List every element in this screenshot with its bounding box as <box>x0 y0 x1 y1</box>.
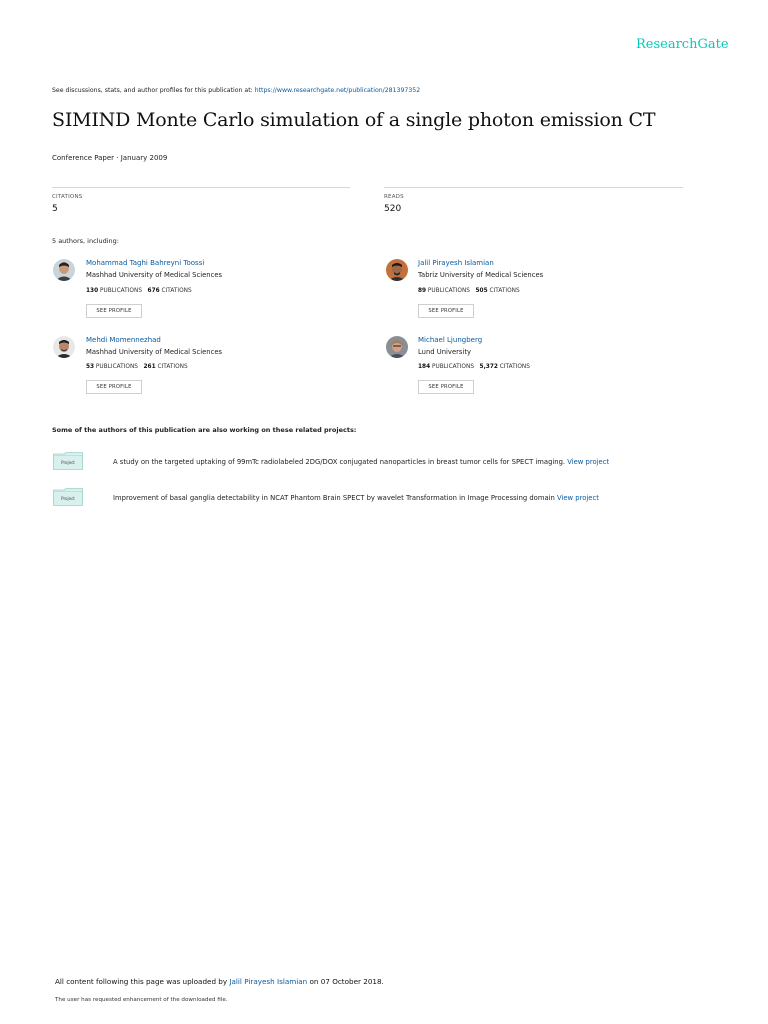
projects-heading: Some of the authors of this publication are also working on these related projects: <box>52 426 357 434</box>
publications-count: 89 <box>418 288 427 294</box>
authors-heading: 5 authors, including: <box>52 237 119 245</box>
uploader-link[interactable]: Jalil Pirayesh Islamian <box>229 977 308 986</box>
author-institution: Mashhad University of Medical Sciences <box>86 271 223 279</box>
author-stats <box>418 288 520 294</box>
avatar-photo-icon <box>386 336 408 358</box>
author-institution: Tabriz University of Medical Sciences <box>418 271 544 279</box>
citations-count: 261 <box>143 364 156 370</box>
citations-label: CITATIONS <box>157 364 188 370</box>
avatar-author-2[interactable] <box>386 259 408 281</box>
see-profile-button[interactable]: SEE PROFILE <box>86 380 142 394</box>
author-stats <box>86 288 192 294</box>
see-profile-button[interactable]: SEE PROFILE <box>418 380 474 394</box>
see-profile-button[interactable]: SEE PROFILE <box>86 304 142 318</box>
avatar-author-1[interactable] <box>53 259 75 281</box>
publication-meta: Conference Paper · January 2009 <box>52 154 168 162</box>
publications-label: PUBLICATIONS <box>427 288 470 294</box>
citations-label: CITATIONS <box>489 288 520 294</box>
author-stats <box>418 364 530 370</box>
citations-value: 5 <box>52 204 58 214</box>
upload-info <box>55 977 384 986</box>
researchgate-logo[interactable]: ResearchGate <box>636 37 729 52</box>
reads-label: READS <box>384 194 404 200</box>
author-institution: Mashhad University of Medical Sciences <box>86 348 223 356</box>
upload-suffix: on 07 October 2018. <box>309 977 384 986</box>
publication-url-link[interactable]: https://www.researchgate.net/publication/281397352 <box>254 87 421 94</box>
view-project-link[interactable]: View project <box>567 458 610 466</box>
author-name[interactable]: Michael Ljungberg <box>418 336 483 344</box>
avatar-photo-icon <box>53 336 75 358</box>
author-name[interactable]: Jalil Pirayesh Islamian <box>418 259 494 267</box>
publication-title: SIMIND Monte Carlo simulation of a single photon emission CT <box>52 109 656 131</box>
see-profile-button[interactable]: SEE PROFILE <box>418 304 474 318</box>
citations-label: CITATIONS <box>499 364 530 370</box>
divider-reads <box>384 187 683 188</box>
view-project-link[interactable]: View project <box>556 494 599 502</box>
reads-value: 520 <box>384 204 402 214</box>
project-icon-label: Project <box>61 496 75 501</box>
upload-prefix: All content following this page was uploaded by <box>55 977 228 986</box>
author-name[interactable]: Mohammad Taghi Bahreyni Toossi <box>86 259 205 267</box>
citations-count: 5,372 <box>479 364 498 370</box>
see-discussions-text: See discussions, stats, and author profiles for this publication at: <box>52 87 253 94</box>
project-description: A study on the targeted uptaking of 99mTc radiolabeled 2DG/DOX conjugated nanoparticles in breast tumor cells for SPECT imaging. <box>113 458 566 466</box>
avatar-author-3[interactable] <box>53 336 75 358</box>
author-name[interactable]: Mehdi Momennezhad <box>86 336 161 344</box>
project-item <box>113 494 599 502</box>
publications-count: 130 <box>86 288 99 294</box>
enhancement-note: The user has requested enhancement of the downloaded file. <box>55 997 228 1003</box>
author-stats <box>86 364 188 370</box>
divider-citations <box>52 187 350 188</box>
publications-count: 53 <box>86 364 95 370</box>
project-icon-label: Project <box>61 460 75 465</box>
project-item <box>113 458 609 466</box>
avatar-author-4[interactable] <box>386 336 408 358</box>
citations-count: 505 <box>475 288 488 294</box>
publications-count: 184 <box>418 364 431 370</box>
avatar-photo-icon <box>386 259 408 281</box>
publications-label: PUBLICATIONS <box>95 364 138 370</box>
citations-label: CITATIONS <box>161 288 192 294</box>
publications-label: PUBLICATIONS <box>99 288 143 294</box>
citations-label: CITATIONS <box>52 194 83 200</box>
author-institution: Lund University <box>418 348 472 356</box>
avatar-photo-icon <box>53 259 75 281</box>
publications-label: PUBLICATIONS <box>431 364 475 370</box>
see-discussions-line <box>52 87 420 94</box>
project-description: Improvement of basal ganglia detectability in NCAT Phantom Brain SPECT by wavelet Transformation in Image Processing domain <box>113 494 555 502</box>
citations-count: 676 <box>147 288 160 294</box>
